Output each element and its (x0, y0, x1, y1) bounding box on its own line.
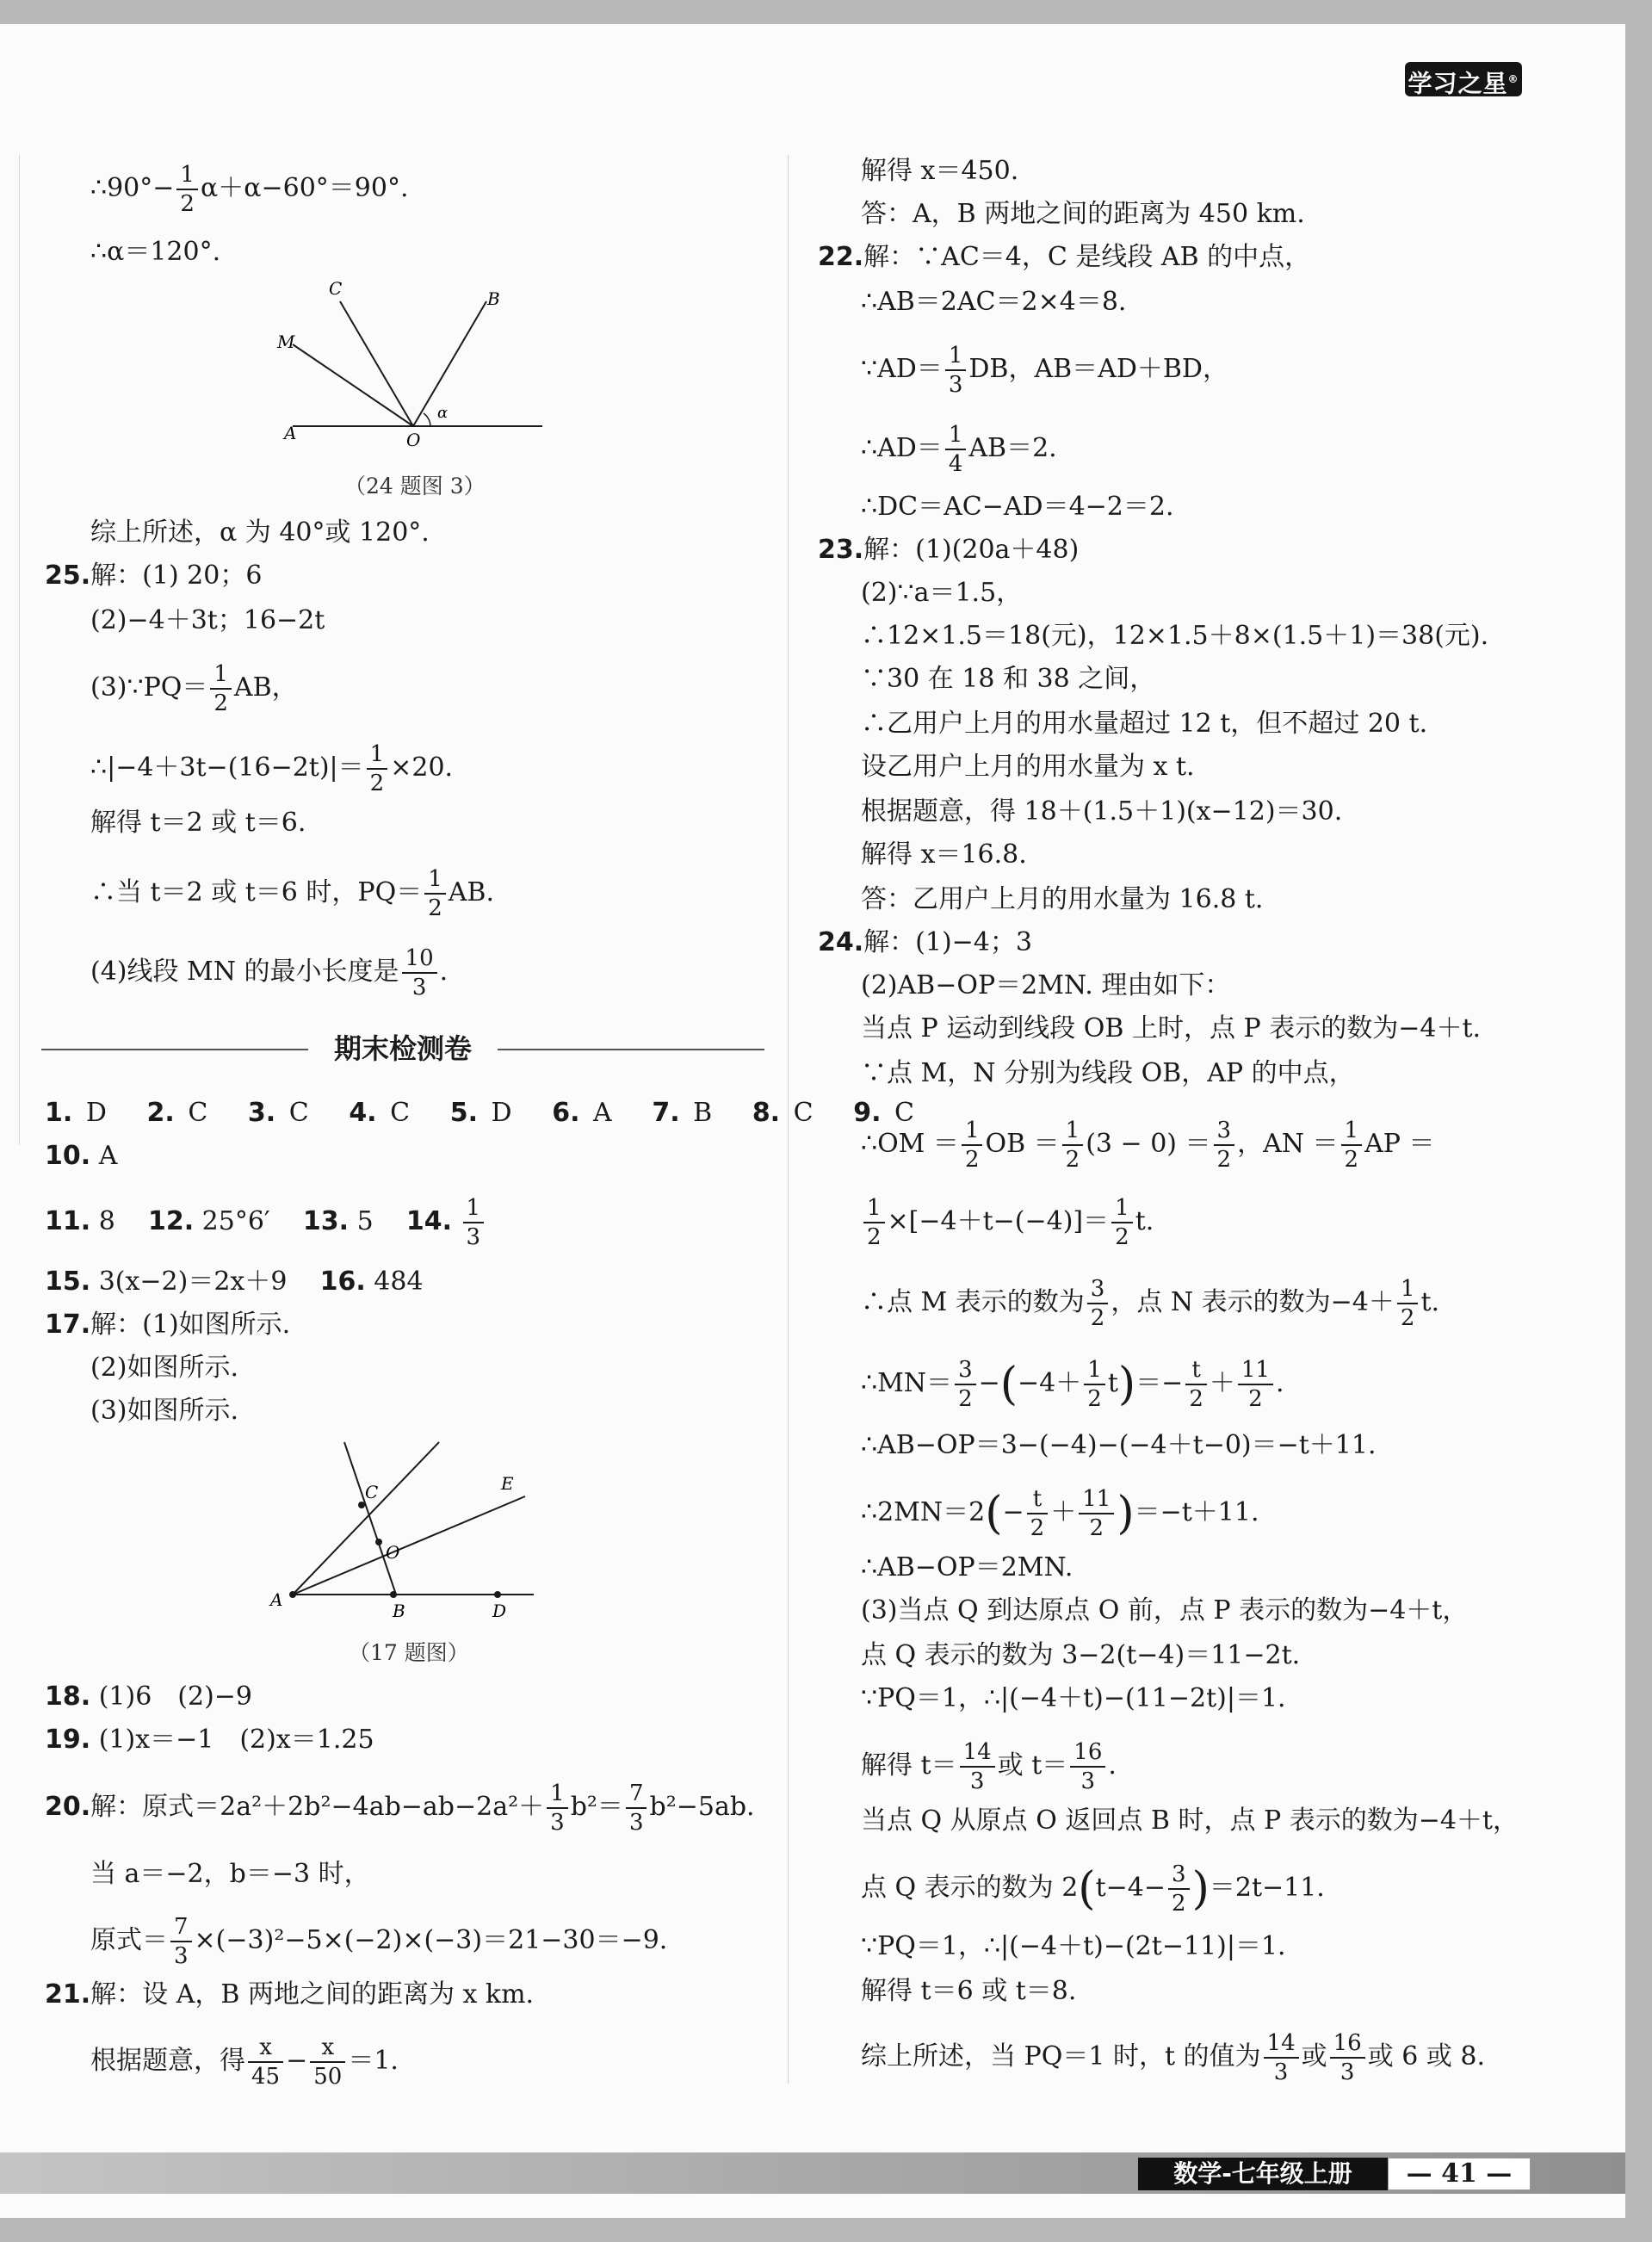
text-line: ∴当 t＝2 或 t＝6 时，PQ＝ $\frac{1}{2}$ AB. (90, 866, 495, 921)
text-line: 当点 Q 从原点 O 返回点 B 时，点 P 表示的数为−4＋t， (861, 1805, 1519, 1836)
text-line: (2)AB−OP＝2MN. 理由如下： (861, 970, 1231, 1000)
fig-label-d: D (492, 1601, 507, 1621)
text-line: ∴AB−OP＝2MN. (861, 1552, 1073, 1582)
question-21: 21.解：设 A，B 两地之间的距离为 x km. (45, 1979, 535, 2010)
figure-caption: （17 题图） (349, 1640, 469, 1665)
fig-label-a: A (284, 423, 297, 443)
question-24: 24.解：(1)−4；3 (818, 927, 1032, 957)
text-line: ∵点 M，N 分别为线段 OB，AP 的中点， (861, 1058, 1355, 1088)
answer-19: 19. (1)x＝−1 (2)x＝1.25 (45, 1725, 374, 1755)
text-line: 根据题意，得 18＋(1.5＋1)(x−12)＝30. (861, 796, 1343, 827)
text-line: (3)∵PQ＝ $\frac{1}{2}$ AB， (90, 661, 298, 716)
fig-label-c: C (329, 278, 343, 299)
answer-10: 10. A (45, 1141, 118, 1171)
text-line: ∴乙用户上月的用水量超过 12 t，但不超过 20 t. (861, 709, 1428, 739)
figure-17-diagram (267, 1429, 542, 1627)
text-line: $\frac{1}{2}$ ×[−4＋t−(−4)]＝ $\frac{1}{2}$ t. (861, 1197, 1154, 1248)
question-17: 17.解：(1)如图所示. (45, 1310, 291, 1340)
fig-label-b: B (487, 288, 500, 309)
text-line: ∴12×1.5＝18(元)，12×1.5＋8×(1.5＋1)＝38(元). (861, 621, 1489, 651)
text-line: ∴点 M 表示的数为 $\frac{3}{2}$ ，点 N 表示的数为−4＋ $\frac{1}{2}$ t. (861, 1276, 1440, 1331)
text-line: 当 a＝−2，b＝−3 时， (90, 1859, 370, 1889)
text-line: ∴OM ＝ $\frac{1}{2}$ OB ＝ $\frac{1}{2}$ (3 − 0) ＝ $\frac{3}{2}$ ，AN ＝ $\frac{1}{2}$ AP ＝ (861, 1118, 1435, 1173)
fig-label-o: O (386, 1542, 400, 1563)
text-line: 答：A，B 两地之间的距离为 450 km. (861, 199, 1305, 229)
text-line: (3)当点 Q 到达原点 O 前，点 P 表示的数为−4＋t， (861, 1595, 1469, 1626)
text-line: 解得 t＝2 或 t＝6. (90, 808, 306, 838)
question-22: 22.解：∵AC＝4，C 是线段 AB 的中点， (818, 242, 1311, 272)
text-line: (2)−4＋3t；16−2t (90, 605, 325, 635)
text-line: 当点 P 运动到线段 OB 上时，点 P 表示的数为−4＋t. (861, 1013, 1482, 1044)
text-line: ∴DC＝AC−AD＝4−2＝2. (861, 492, 1174, 522)
text-line: ∴AB−OP＝3−(−4)−(−4＋t−0)＝−t＋11. (861, 1430, 1377, 1460)
footer-subject: 数学-七年级上册 (1138, 2158, 1388, 2190)
answer-row-1-9: 1. D 2. C 3. C 4. C 5. D 6. A 7. B 8. C 9. C (45, 1098, 915, 1128)
question-20: 20.解：原式＝2a²＋2b²−4ab−ab−2a²＋ $\frac{1}{3}$ b²＝ $\frac{7}{3}$ b²−5ab. (45, 1781, 755, 1836)
figure-24-diagram (275, 276, 560, 456)
fig-label-b: B (393, 1601, 405, 1621)
figure-caption: （24 题图 3） (344, 474, 486, 499)
text-line: 根据题意，得 $\frac{x}{45}$ − $\frac{x}{50}$ ＝1. (90, 2035, 399, 2090)
margin-line (19, 155, 20, 1145)
text-line: 点 Q 表示的数为 2(t−4− $\frac{3}{2}$ )＝2t−11. (861, 1861, 1325, 1917)
text-line: 点 Q 表示的数为 3−2(t−4)＝11−2t. (861, 1640, 1301, 1670)
text-line: ∴α＝120°. (90, 237, 221, 267)
text-line: ∵30 在 18 和 38 之间， (861, 664, 1156, 694)
text-line: ∴AD＝ $\frac{1}{4}$ AB＝2. (861, 422, 1057, 477)
fig-label-o: O (406, 430, 421, 450)
text-line: 综上所述，当 PQ＝1 时，t 的值为 $\frac{14}{3}$ 或 $\frac{16}{3}$ 或 6 或 8. (861, 2030, 1486, 2085)
fig-label-a: A (270, 1589, 283, 1610)
text-line: ∴90°− $\frac{1}{2}$ α＋α−60°＝90°. (90, 162, 409, 217)
text-line: 设乙用户上月的用水量为 x t. (861, 752, 1195, 782)
text-line: 解得 x＝450. (861, 156, 1019, 186)
text-line: (3)如图所示. (90, 1396, 239, 1426)
text-line: (2)∵a＝1.5， (861, 578, 1023, 608)
text-line: ∴2MN＝2(− $\frac{t}{2}$ ＋ $\frac{11}{2}$ )＝−t＋11. (861, 1486, 1259, 1541)
text-line: 解得 t＝ $\frac{14}{3}$ 或 t＝ $\frac{16}{3}$ . (861, 1739, 1117, 1794)
answer-row-11-14: 11. 8 12. 25°6′ 13. 5 14. $\frac{1}{3}$ (45, 1197, 486, 1248)
text-line: 解得 x＝16.8. (861, 839, 1027, 870)
fig-label-m: M (277, 331, 295, 352)
text-line: 综上所述，α 为 40°或 120°. (90, 517, 430, 548)
section-header: 期末检测卷 (41, 1030, 764, 1068)
text-line: ∵PQ＝1，∴|(−4＋t)−(2t−11)|＝1. (861, 1931, 1286, 1961)
answer-18: 18. (1)6 (2)−9 (45, 1682, 253, 1712)
text-line: 原式＝ $\frac{7}{3}$ ×(−3)²−5×(−2)×(−3)＝21−30＝−9. (90, 1914, 668, 1969)
page-number: — 41 — (1388, 2158, 1531, 2190)
text-line: (4)线段 MN 的最小长度是 $\frac{10}{3}$ . (90, 945, 449, 1000)
text-line: ∴|−4＋3t−(16−2t)|＝ $\frac{1}{2}$ ×20. (90, 741, 454, 796)
question-25: 25.解：(1) 20；6 (45, 560, 263, 591)
text-line: ∴AB＝2AC＝2×4＝8. (861, 287, 1127, 317)
text-line: ∴MN＝ $\frac{3}{2}$ −(−4＋ $\frac{1}{2}$ t)＝− $\frac{t}{2}$ ＋ $\frac{11}{2}$ . (861, 1357, 1284, 1412)
fig-label-c: C (365, 1482, 379, 1502)
text-line: ∵AD＝ $\frac{1}{3}$ DB，AB＝AD＋BD， (861, 343, 1228, 398)
fig-label-alpha: α (437, 404, 449, 422)
text-line: 解得 t＝6 或 t＝8. (861, 1976, 1077, 2006)
question-23: 23.解：(1)(20a＋48) (818, 535, 1080, 565)
answer-row-15-16: 15. 3(x−2)＝2x＋9 16. 484 (45, 1267, 424, 1297)
fig-label-e: E (501, 1473, 514, 1494)
text-line: ∵PQ＝1，∴|(−4＋t)−(11−2t)|＝1. (861, 1683, 1286, 1713)
text-line: (2)如图所示. (90, 1353, 239, 1383)
brand-logo: 学习之星® (1405, 62, 1522, 96)
text-line: 答：乙用户上月的用水量为 16.8 t. (861, 884, 1264, 914)
